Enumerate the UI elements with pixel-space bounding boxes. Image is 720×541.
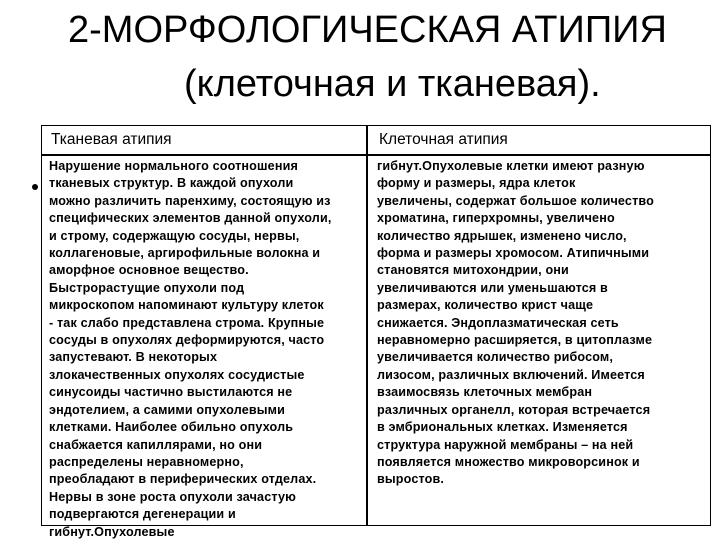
tissue-atypia-line: преобладают в периферических отделах. bbox=[49, 472, 317, 487]
cellular-atypia-line: хроматина, гиперхромны, увеличено bbox=[377, 211, 615, 226]
tissue-atypia-line: запустевают. В некоторых bbox=[49, 350, 218, 365]
cellular-atypia-line: взаимосвязь клеточных мембран bbox=[377, 385, 593, 400]
tissue-atypia-line: клетками. Наиболее обильно опухоль bbox=[49, 420, 294, 435]
tissue-atypia-line: подвергаются дегенерации и bbox=[49, 507, 236, 522]
cellular-atypia-line: количество ядрышек, изменено число, bbox=[377, 228, 627, 243]
tissue-atypia-line: коллагеновые, аргирофильные волокна и bbox=[49, 246, 321, 261]
tissue-atypia-line: злокачественных опухолях сосудистые bbox=[49, 367, 305, 382]
cellular-atypia-line: гибнут.Опухолевые клетки имеют разную bbox=[377, 159, 645, 173]
tissue-atypia-line: сосуды в опухолях деформируются, часто bbox=[49, 333, 325, 348]
header-cellular-atypia: Клеточная атипия bbox=[379, 131, 508, 148]
cellular-atypia-text bbox=[377, 158, 707, 489]
tissue-atypia-line: Нарушение нормального соотношения bbox=[49, 159, 298, 173]
cellular-atypia-line: снижается. Эндоплазматическая сеть bbox=[377, 315, 619, 330]
tissue-atypia-line: снабжается капиллярами, но они bbox=[49, 437, 263, 452]
header-tissue-atypia: Тканевая атипия bbox=[51, 131, 172, 148]
tissue-atypia-line: - так слабо представлена строма. Крупные bbox=[49, 315, 325, 330]
cellular-atypia-line: различных органелл, которая встречается bbox=[377, 402, 651, 417]
cellular-atypia-line: увеличиваются или уменьшаются в bbox=[377, 280, 608, 295]
tissue-atypia-line: микроскопом напоминают культуру клеток bbox=[49, 298, 324, 313]
cellular-atypia-line: структура наружной мембраны – на ней bbox=[377, 437, 634, 452]
tissue-atypia-line: распределены неравномерно, bbox=[49, 454, 244, 469]
tissue-atypia-text bbox=[49, 158, 361, 541]
tissue-atypia-line: аморфное основное вещество. bbox=[49, 263, 249, 278]
cellular-atypia-line: неравномерно расширяется, в цитоплазме bbox=[377, 333, 653, 348]
cellular-atypia-line: увеличены, содержат большое количество bbox=[377, 193, 654, 208]
cellular-atypia-line: становятся митохондрии, они bbox=[377, 263, 569, 278]
cellular-atypia-line: в эмбриональных клетках. Изменяется bbox=[377, 420, 628, 435]
tissue-atypia-line: Быстрорастущие опухоли под bbox=[49, 280, 245, 295]
header-divider bbox=[42, 154, 710, 156]
cellular-atypia-line: появляется множество микроворсинок и bbox=[377, 454, 640, 469]
tissue-atypia-line: можно различить паренхиму, состоящую из bbox=[49, 193, 331, 208]
cellular-atypia-line: форму и размеры, ядра клеток bbox=[377, 176, 576, 191]
cellular-atypia-line: выростов. bbox=[377, 472, 445, 487]
tissue-atypia-line: тканевых структур. В каждой опухоли bbox=[49, 176, 294, 191]
tissue-atypia-line: синусоиды частично выстилаются не bbox=[49, 385, 293, 400]
tissue-atypia-line: гибнут.Опухолевые bbox=[49, 524, 175, 539]
title-line-1: 2-МОРФОЛОГИЧЕСКАЯ АТИПИЯ bbox=[68, 9, 667, 51]
comparison-table bbox=[41, 125, 711, 539]
column-divider bbox=[366, 126, 368, 525]
cellular-atypia-line: форма и размеры хромосом. Атипичными bbox=[377, 246, 650, 261]
cellular-atypia-line: размерах, количество крист чаще bbox=[377, 298, 594, 313]
tissue-atypia-line: эндотелием, а самими опухолевыми bbox=[49, 402, 286, 417]
bullet-point-icon bbox=[32, 184, 38, 190]
cellular-atypia-line: лизосом, различных включений. Имеется bbox=[377, 367, 645, 382]
tissue-atypia-line: специфических элементов данной опухоли, bbox=[49, 211, 332, 226]
slide-title bbox=[0, 0, 720, 118]
title-line-2: (клеточная и тканевая). bbox=[184, 63, 601, 105]
cellular-atypia-line: увеличивается количество рибосом, bbox=[377, 350, 614, 365]
tissue-atypia-line: Нервы в зоне роста опухоли зачастую bbox=[49, 489, 297, 504]
tissue-atypia-line: и строму, содержащую сосуды, нервы, bbox=[49, 228, 300, 243]
